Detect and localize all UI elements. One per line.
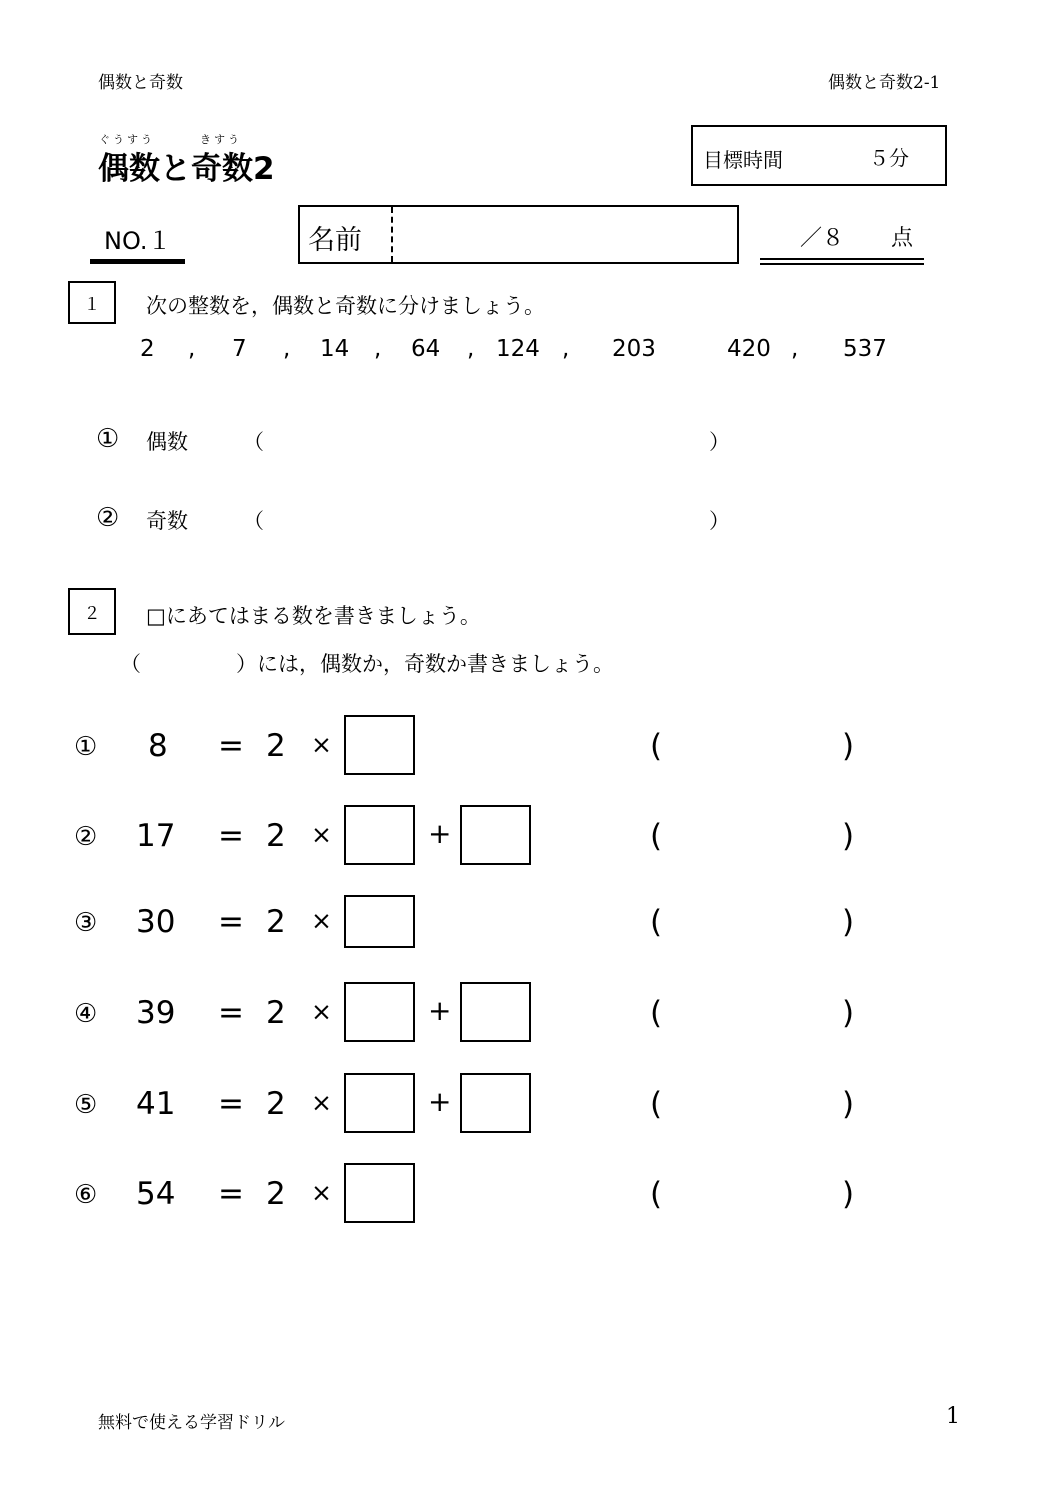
page-number: 1: [946, 1404, 960, 1429]
answer-open-paren: (: [650, 1086, 663, 1122]
score-underline-2: [760, 263, 924, 265]
equals-sign: =: [218, 728, 244, 764]
row-value: 41: [136, 1086, 176, 1122]
question-1-badge: １: [68, 281, 116, 324]
row-number: ⑤: [74, 1090, 98, 1120]
answer-open-paren: (: [650, 818, 663, 854]
row-number: ⑥: [74, 1180, 98, 1210]
number-separator: ,: [791, 336, 799, 362]
answer-box-multiplier[interactable]: [344, 1163, 415, 1223]
equals-sign: =: [218, 818, 244, 854]
row-number: ③: [74, 908, 98, 938]
equals-sign: =: [218, 1086, 244, 1122]
answer-close-paren: ): [842, 818, 855, 854]
factor-two: 2: [266, 728, 286, 764]
title-ruby-kisuu: きすう: [200, 133, 242, 146]
sheet-number: NO.１: [104, 227, 172, 255]
plus-sign: +: [428, 817, 452, 850]
row-label: 偶数: [146, 430, 188, 454]
row-number: ④: [74, 999, 98, 1029]
answer-box-remainder[interactable]: [460, 805, 531, 865]
target-time-value: ５分: [869, 146, 909, 170]
times-sign: ×: [311, 820, 332, 849]
times-sign: ×: [311, 1088, 332, 1117]
answer-close-paren: ）: [709, 430, 730, 454]
number-separator: ,: [188, 336, 196, 362]
number-item: 64: [411, 336, 441, 362]
header-right-text: 偶数と奇数2-1: [828, 73, 941, 93]
answer-close-paren: ）: [709, 509, 730, 533]
target-time-label: 目標時間: [703, 148, 783, 172]
number-item: 14: [320, 336, 350, 362]
plus-sign: +: [428, 994, 452, 1027]
row-value: 54: [136, 1176, 176, 1212]
score-underline-1: [760, 258, 924, 260]
answer-close-paren: ): [842, 1176, 855, 1212]
number-separator: ,: [374, 336, 382, 362]
answer-box-multiplier[interactable]: [344, 1073, 415, 1133]
score-unit: 点: [891, 226, 914, 251]
number-item: 2: [140, 336, 155, 362]
equals-sign: =: [218, 904, 244, 940]
answer-open-paren: (: [650, 1176, 663, 1212]
number-item: 537: [843, 336, 887, 362]
answer-box-remainder[interactable]: [460, 1073, 531, 1133]
question-2-instruction-2: ）には，偶数か，奇数か書きましょう。: [236, 652, 614, 676]
name-field[interactable]: [298, 205, 739, 264]
sheet-number-underline: [90, 259, 185, 264]
row-number: ②: [96, 503, 120, 533]
answer-close-paren: ): [842, 728, 855, 764]
times-sign: ×: [311, 997, 332, 1026]
question-2-instruction-2-open: （: [120, 652, 141, 676]
row-number: ①: [96, 424, 120, 454]
row-value: 17: [136, 818, 176, 854]
number-item: 124: [496, 336, 540, 362]
number-item: 420: [727, 336, 771, 362]
answer-open-paren: (: [650, 904, 663, 940]
answer-box-multiplier[interactable]: [344, 982, 415, 1042]
equals-sign: =: [218, 1176, 244, 1212]
number-separator: ,: [562, 336, 570, 362]
row-label: 奇数: [146, 509, 188, 533]
answer-box-multiplier[interactable]: [344, 895, 415, 948]
answer-open-paren: (: [650, 728, 663, 764]
row-value: 8: [148, 728, 168, 764]
title-ruby-guusuu: ぐうすう: [99, 133, 155, 146]
factor-two: 2: [266, 818, 286, 854]
target-time-box: [691, 125, 947, 186]
plus-sign: +: [428, 1085, 452, 1118]
times-sign: ×: [311, 730, 332, 759]
answer-close-paren: ): [842, 1086, 855, 1122]
answer-open-paren: （: [243, 509, 264, 533]
factor-two: 2: [266, 904, 286, 940]
times-sign: ×: [311, 906, 332, 935]
score-total: ／８: [800, 226, 845, 251]
number-separator: ,: [467, 336, 475, 362]
number-item: 203: [612, 336, 656, 362]
row-value: 39: [136, 995, 176, 1031]
number-separator: ,: [283, 336, 291, 362]
header-left-text: 偶数と奇数: [98, 73, 183, 93]
factor-two: 2: [266, 1176, 286, 1212]
answer-close-paren: ): [842, 995, 855, 1031]
page-title: 偶数と奇数2: [98, 151, 275, 187]
answer-open-paren: （: [243, 430, 264, 454]
answer-close-paren: ): [842, 904, 855, 940]
row-number: ②: [74, 822, 98, 852]
factor-two: 2: [266, 1086, 286, 1122]
name-label: 名前: [308, 225, 362, 256]
row-value: 30: [136, 904, 176, 940]
name-divider: [391, 207, 393, 262]
answer-box-multiplier[interactable]: [344, 715, 415, 775]
equals-sign: =: [218, 995, 244, 1031]
question-1-instruction: 次の整数を，偶数と奇数に分けましょう。: [146, 294, 545, 318]
answer-open-paren: (: [650, 995, 663, 1031]
number-item: 7: [232, 336, 247, 362]
row-number: ①: [74, 732, 98, 762]
question-2-instruction-1: □にあてはまる数を書きましょう。: [146, 604, 481, 628]
question-2-badge: ２: [68, 588, 116, 635]
footer-text: 無料で使える学習ドリル: [98, 1413, 285, 1433]
answer-box-multiplier[interactable]: [344, 805, 415, 865]
times-sign: ×: [311, 1178, 332, 1207]
factor-two: 2: [266, 995, 286, 1031]
answer-box-remainder[interactable]: [460, 982, 531, 1042]
